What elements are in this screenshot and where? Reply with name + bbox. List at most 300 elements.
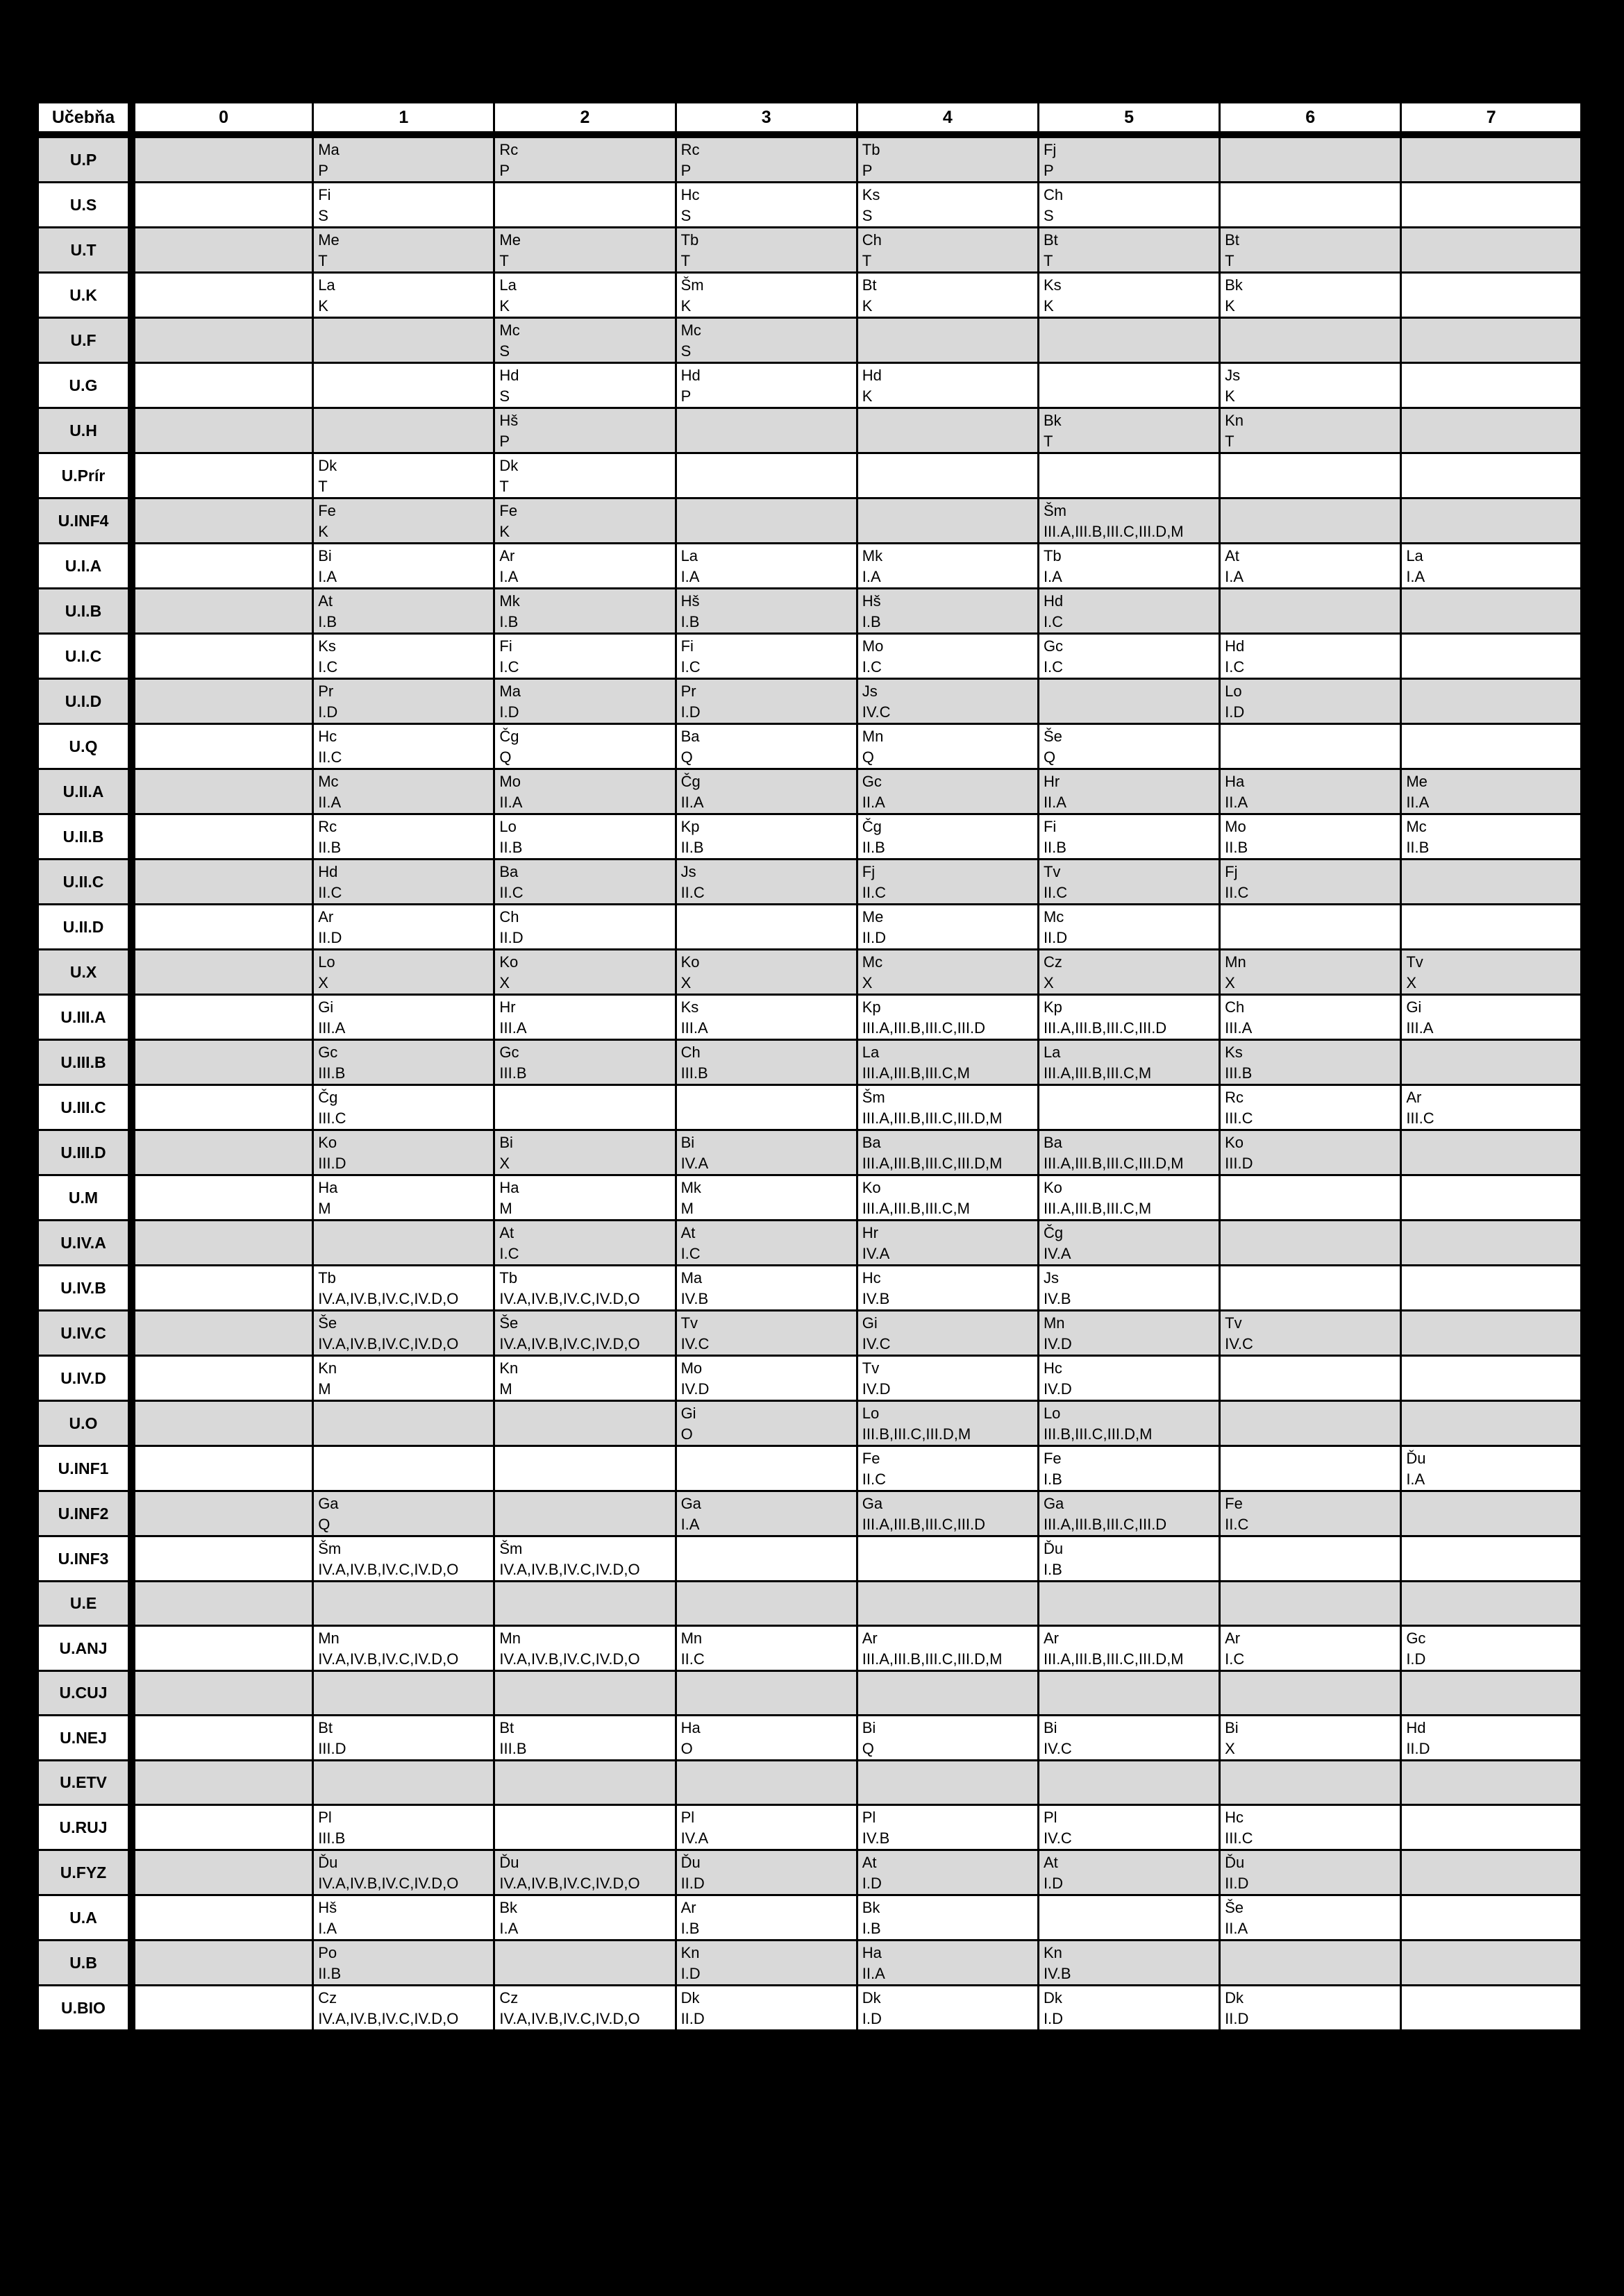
room-label: U.INF1 — [37, 1446, 132, 1491]
group-label: II.D — [1406, 1740, 1430, 1757]
period-header-1: 1 — [313, 101, 494, 135]
teacher-code: La — [680, 547, 698, 564]
teacher-code: Lo — [1043, 1405, 1061, 1422]
schedule-cell — [313, 1895, 494, 1941]
schedule-cell — [1401, 950, 1582, 995]
teacher-code: Fi — [680, 637, 694, 655]
group-label: K — [499, 523, 510, 540]
schedule-cell — [1401, 1671, 1582, 1716]
teacher-code: Mo — [680, 1359, 703, 1377]
room-label: U.INF4 — [37, 498, 132, 544]
schedule-cell — [1038, 1895, 1219, 1941]
group-label: II.C — [318, 748, 342, 766]
schedule-cell — [676, 273, 857, 318]
group-label: M — [499, 1380, 512, 1398]
room-label: U.INF2 — [37, 1491, 132, 1536]
teacher-code: Ba — [862, 1134, 881, 1151]
teacher-code: Mk — [862, 547, 883, 564]
teacher-code: Gi — [1406, 998, 1422, 1016]
schedule-cell — [857, 273, 1038, 318]
teacher-code: Bk — [1043, 412, 1062, 429]
teacher-code: Tv — [1225, 1314, 1242, 1332]
teacher-code: Ďu — [680, 1854, 701, 1871]
schedule-cell — [1220, 1040, 1401, 1085]
schedule-cell — [1038, 544, 1219, 589]
schedule-cell — [313, 544, 494, 589]
teacher-code: Hd — [862, 367, 882, 384]
schedule-cell — [494, 1941, 676, 1986]
group-label: I.C — [862, 658, 882, 676]
schedule-cell — [494, 228, 676, 273]
teacher-code: Tb — [318, 1269, 336, 1287]
group-label: P — [680, 162, 692, 179]
group-label: IV.A,IV.B,IV.C,IV.D,O — [318, 1561, 459, 1578]
schedule-cell — [857, 1582, 1038, 1626]
schedule-cell — [132, 1761, 313, 1805]
teacher-code: Tv — [862, 1359, 880, 1377]
teacher-code: Gc — [862, 773, 882, 790]
group-label: IV.B — [680, 1290, 709, 1307]
teacher-code: Bk — [499, 1899, 518, 1916]
schedule-cell — [1401, 363, 1582, 408]
schedule-cell — [857, 1626, 1038, 1671]
schedule-cell — [1401, 273, 1582, 318]
schedule-cell — [132, 1941, 313, 1986]
schedule-cell — [1220, 589, 1401, 634]
group-label: O — [680, 1740, 693, 1757]
room-label: U.II.C — [37, 860, 132, 905]
teacher-code: Tb — [1043, 547, 1062, 564]
schedule-cell — [1401, 453, 1582, 498]
header-row — [37, 101, 1582, 135]
group-label: I.A — [1406, 568, 1425, 585]
schedule-cell — [1401, 228, 1582, 273]
teacher-code: Fe — [862, 1450, 880, 1467]
teacher-code: Tb — [862, 141, 880, 158]
group-label: I.A — [1406, 1470, 1425, 1488]
room-label: U.Q — [37, 724, 132, 769]
group-label: IV.A,IV.B,IV.C,IV.D,O — [499, 1561, 640, 1578]
group-label: X — [1043, 974, 1054, 991]
table-row — [37, 1175, 1582, 1221]
teacher-code: Mn — [680, 1629, 703, 1647]
schedule-cell — [494, 1401, 676, 1446]
group-label: III.B — [499, 1064, 527, 1082]
schedule-cell — [1220, 860, 1401, 905]
schedule-cell — [676, 1761, 857, 1805]
table-row — [37, 1761, 1582, 1805]
period-header-3: 3 — [676, 101, 857, 135]
teacher-code: Hd — [318, 863, 338, 880]
table-row — [37, 1311, 1582, 1356]
schedule-cell — [1220, 1130, 1401, 1175]
schedule-cell — [676, 1175, 857, 1221]
teacher-code: Hd — [1043, 592, 1064, 610]
table-row — [37, 905, 1582, 950]
schedule-cell — [857, 814, 1038, 860]
group-label: I.C — [499, 1245, 519, 1262]
group-label: IV.C — [1043, 1829, 1072, 1847]
teacher-code: Cz — [318, 1989, 337, 2006]
teacher-code: Hr — [499, 998, 516, 1016]
table-row — [37, 408, 1582, 453]
teacher-code: Gi — [318, 998, 334, 1016]
group-label: II.B — [1225, 839, 1248, 856]
schedule-cell — [676, 1850, 857, 1895]
table-row — [37, 1582, 1582, 1626]
schedule-cell — [1220, 1266, 1401, 1311]
table-row — [37, 679, 1582, 724]
group-label: III.A,III.B,III.C,M — [862, 1064, 970, 1082]
teacher-code: Ma — [499, 682, 521, 700]
schedule-cell — [132, 1536, 313, 1582]
group-label: X — [1406, 974, 1416, 991]
schedule-cell — [1401, 1941, 1582, 1986]
schedule-cell — [1038, 1850, 1219, 1895]
schedule-cell — [494, 1130, 676, 1175]
group-label: T — [862, 252, 872, 269]
teacher-code: Hš — [680, 592, 700, 610]
room-label: U.II.B — [37, 814, 132, 860]
group-label: IV.B — [862, 1829, 890, 1847]
room-label: U.H — [37, 408, 132, 453]
schedule-cell — [676, 1040, 857, 1085]
group-label: M — [680, 1200, 694, 1217]
group-label: I.C — [680, 1245, 701, 1262]
teacher-code: Lo — [1225, 682, 1242, 700]
schedule-cell — [1038, 679, 1219, 724]
teacher-code: Čg — [680, 773, 701, 790]
group-label: II.D — [499, 929, 524, 946]
schedule-cell — [1401, 769, 1582, 814]
schedule-cell — [494, 363, 676, 408]
room-timetable — [35, 99, 1584, 2034]
group-label: X — [1225, 974, 1235, 991]
group-label: IV.A,IV.B,IV.C,IV.D,O — [499, 1875, 640, 1892]
group-label: II.B — [318, 1965, 342, 1982]
schedule-cell — [132, 183, 313, 228]
schedule-cell — [1038, 1671, 1219, 1716]
group-label: II.C — [862, 1470, 886, 1488]
group-label: Q — [680, 748, 693, 766]
room-label: U.ANJ — [37, 1626, 132, 1671]
teacher-code: Gc — [499, 1044, 519, 1061]
schedule-cell — [1220, 363, 1401, 408]
teacher-code: Ar — [318, 908, 334, 925]
schedule-cell — [1220, 544, 1401, 589]
group-label: III.A,III.B,III.C,III.D — [862, 1019, 986, 1037]
room-label: U.P — [37, 135, 132, 183]
table-row — [37, 453, 1582, 498]
group-label: IV.C — [1043, 1740, 1072, 1757]
teacher-code: Rc — [1225, 1089, 1244, 1106]
teacher-code: Ďu — [1406, 1450, 1426, 1467]
room-label: U.CUJ — [37, 1671, 132, 1716]
group-label: I.D — [1043, 2010, 1064, 2027]
schedule-cell — [1401, 1221, 1582, 1266]
schedule-cell — [676, 769, 857, 814]
schedule-cell — [313, 1671, 494, 1716]
teacher-code: Ar — [1406, 1089, 1422, 1106]
teacher-code: Ar — [862, 1629, 878, 1647]
schedule-cell — [1220, 228, 1401, 273]
teacher-code: Šm — [318, 1540, 342, 1557]
table-row — [37, 1085, 1582, 1130]
schedule-cell — [132, 1311, 313, 1356]
group-label: I.B — [680, 1920, 700, 1937]
teacher-code: Ks — [862, 186, 880, 203]
schedule-cell — [1038, 183, 1219, 228]
schedule-cell — [313, 724, 494, 769]
teacher-code: Bi — [318, 547, 332, 564]
schedule-cell — [494, 1536, 676, 1582]
schedule-cell — [313, 634, 494, 679]
table-row — [37, 1671, 1582, 1716]
schedule-cell — [857, 1895, 1038, 1941]
teacher-code: Mc — [499, 321, 520, 339]
group-label: IV.A,IV.B,IV.C,IV.D,O — [499, 2010, 640, 2027]
schedule-cell — [1401, 1716, 1582, 1761]
schedule-cell — [132, 1671, 313, 1716]
group-label: IV.A,IV.B,IV.C,IV.D,O — [318, 1290, 459, 1307]
teacher-code: Js — [1043, 1269, 1059, 1287]
group-label: I.B — [1043, 1561, 1062, 1578]
teacher-code: Gc — [1406, 1629, 1426, 1647]
room-label: U.I.A — [37, 544, 132, 589]
schedule-cell — [1401, 1175, 1582, 1221]
schedule-cell — [857, 724, 1038, 769]
schedule-cell — [1220, 135, 1401, 183]
schedule-cell — [857, 1536, 1038, 1582]
schedule-cell — [1220, 1805, 1401, 1850]
teacher-code: Čg — [318, 1089, 338, 1106]
schedule-cell — [1038, 814, 1219, 860]
schedule-cell — [857, 228, 1038, 273]
schedule-cell — [494, 1582, 676, 1626]
group-label: X — [680, 974, 692, 991]
teacher-code: Ko — [1225, 1134, 1244, 1151]
schedule-cell — [676, 1626, 857, 1671]
schedule-cell — [313, 408, 494, 453]
group-label: T — [318, 252, 328, 269]
schedule-cell — [1401, 498, 1582, 544]
group-label: I.C — [318, 658, 338, 676]
group-label: K — [1225, 387, 1235, 405]
teacher-code: Mc — [318, 773, 339, 790]
schedule-cell — [1220, 408, 1401, 453]
schedule-cell — [1220, 1716, 1401, 1761]
group-label: T — [680, 252, 691, 269]
schedule-cell — [494, 1356, 676, 1401]
schedule-cell — [1401, 1446, 1582, 1491]
table-row — [37, 814, 1582, 860]
schedule-cell — [494, 453, 676, 498]
teacher-code: Hd — [680, 367, 701, 384]
schedule-cell — [1401, 1626, 1582, 1671]
teacher-code: Kp — [862, 998, 881, 1016]
teacher-code: Ba — [680, 728, 700, 745]
group-label: III.A,III.B,III.C,III.D,M — [862, 1155, 1003, 1172]
schedule-cell — [1220, 679, 1401, 724]
schedule-cell — [1401, 318, 1582, 363]
schedule-cell — [494, 1491, 676, 1536]
group-label: III.A,III.B,III.C,III.D,M — [862, 1650, 1003, 1668]
schedule-cell — [1038, 1085, 1219, 1130]
group-label: I.C — [1043, 658, 1064, 676]
group-label: III.B,III.C,III.D,M — [862, 1425, 971, 1443]
teacher-code: Me — [318, 231, 340, 249]
group-label: I.D — [499, 703, 519, 721]
teacher-code: At — [499, 1224, 514, 1241]
schedule-cell — [857, 1491, 1038, 1536]
teacher-code: Pl — [318, 1809, 332, 1826]
schedule-cell — [1038, 318, 1219, 363]
schedule-cell — [132, 1491, 313, 1536]
group-label: III.A,III.B,III.C,III.D,M — [862, 1109, 1003, 1127]
schedule-cell — [857, 1356, 1038, 1401]
teacher-code: Še — [1225, 1899, 1244, 1916]
group-label: X — [862, 974, 873, 991]
group-label: I.B — [499, 613, 519, 630]
teacher-code: Ch — [1225, 998, 1245, 1016]
teacher-code: Js — [680, 863, 696, 880]
teacher-code: Hd — [499, 367, 519, 384]
schedule-cell — [857, 183, 1038, 228]
teacher-code: Pl — [862, 1809, 876, 1826]
group-label: T — [1043, 433, 1053, 450]
group-label: II.C — [862, 884, 886, 901]
group-label: IV.A — [680, 1155, 709, 1172]
schedule-cell — [1220, 1085, 1401, 1130]
teacher-code: Cz — [1043, 953, 1062, 971]
schedule-cell — [1220, 950, 1401, 995]
table-row — [37, 1986, 1582, 2032]
schedule-cell — [676, 1582, 857, 1626]
group-label: II.A — [680, 794, 704, 811]
teacher-code: Bt — [1225, 231, 1239, 249]
teacher-code: Fi — [499, 637, 512, 655]
teacher-code: Dk — [862, 1989, 881, 2006]
schedule-cell — [1220, 1895, 1401, 1941]
room-label: U.IV.B — [37, 1266, 132, 1311]
group-label: I.D — [318, 703, 338, 721]
room-label: U.II.A — [37, 769, 132, 814]
group-label: T — [318, 478, 328, 495]
schedule-cell — [494, 1085, 676, 1130]
teacher-code: Po — [318, 1944, 337, 1961]
schedule-cell — [676, 814, 857, 860]
schedule-cell — [1038, 589, 1219, 634]
schedule-cell — [313, 1175, 494, 1221]
group-label: T — [1225, 252, 1234, 269]
group-label: III.A,III.B,III.C,M — [1043, 1064, 1152, 1082]
schedule-cell — [1038, 1130, 1219, 1175]
schedule-cell — [313, 769, 494, 814]
teacher-code: Kn — [1225, 412, 1244, 429]
schedule-cell — [1038, 1626, 1219, 1671]
group-label: I.D — [1406, 1650, 1426, 1668]
room-label: U.RUJ — [37, 1805, 132, 1850]
schedule-cell — [494, 1221, 676, 1266]
teacher-code: Mo — [499, 773, 521, 790]
room-label: U.III.D — [37, 1130, 132, 1175]
schedule-cell — [313, 1805, 494, 1850]
schedule-cell — [313, 228, 494, 273]
teacher-code: Mn — [1225, 953, 1246, 971]
schedule-cell — [676, 544, 857, 589]
schedule-cell — [676, 1266, 857, 1311]
group-label: II.D — [318, 929, 342, 946]
group-label: II.D — [1043, 929, 1068, 946]
schedule-cell — [1401, 1761, 1582, 1805]
teacher-code: Lo — [318, 953, 335, 971]
teacher-code: Hc — [318, 728, 337, 745]
schedule-cell — [1220, 814, 1401, 860]
group-label: II.A — [1043, 794, 1066, 811]
group-label: Q — [862, 1740, 874, 1757]
group-label: T — [1225, 433, 1234, 450]
schedule-cell — [676, 1716, 857, 1761]
schedule-cell — [1220, 769, 1401, 814]
room-label: U.A — [37, 1895, 132, 1941]
schedule-cell — [132, 1085, 313, 1130]
schedule-cell — [494, 1761, 676, 1805]
teacher-code: Mo — [862, 637, 884, 655]
group-label: II.A — [318, 794, 342, 811]
schedule-cell — [132, 1356, 313, 1401]
teacher-code: Ga — [862, 1495, 883, 1512]
schedule-cell — [132, 860, 313, 905]
table-row — [37, 1850, 1582, 1895]
schedule-cell — [1401, 905, 1582, 950]
schedule-cell — [1220, 1850, 1401, 1895]
schedule-cell — [132, 950, 313, 995]
table-row — [37, 1941, 1582, 1986]
room-label: U.III.A — [37, 995, 132, 1040]
schedule-cell — [1220, 1401, 1401, 1446]
group-label: III.A,III.B,III.C,M — [1043, 1200, 1152, 1217]
schedule-cell — [1220, 498, 1401, 544]
table-row — [37, 1626, 1582, 1671]
schedule-cell — [676, 408, 857, 453]
schedule-cell — [494, 860, 676, 905]
schedule-cell — [494, 634, 676, 679]
room-label: U.BIO — [37, 1986, 132, 2032]
schedule-cell — [494, 1446, 676, 1491]
schedule-cell — [857, 1805, 1038, 1850]
teacher-code: Čg — [862, 818, 882, 835]
teacher-code: Rc — [499, 141, 519, 158]
schedule-cell — [494, 814, 676, 860]
room-label: U.I.C — [37, 634, 132, 679]
schedule-cell — [132, 995, 313, 1040]
teacher-code: Ks — [318, 637, 336, 655]
teacher-code: Čg — [1043, 1224, 1064, 1241]
schedule-cell — [1038, 1040, 1219, 1085]
room-column-header: Učebňa — [37, 101, 132, 135]
table-row — [37, 498, 1582, 544]
teacher-code: Tv — [680, 1314, 698, 1332]
group-label: K — [499, 297, 510, 315]
teacher-code: Pr — [318, 682, 334, 700]
schedule-cell — [676, 950, 857, 995]
teacher-code: Kp — [680, 818, 700, 835]
room-label: U.X — [37, 950, 132, 995]
group-label: II.C — [1225, 1516, 1249, 1533]
teacher-code: Hd — [1406, 1719, 1426, 1736]
teacher-code: Fj — [862, 863, 876, 880]
group-label: S — [1043, 207, 1054, 224]
